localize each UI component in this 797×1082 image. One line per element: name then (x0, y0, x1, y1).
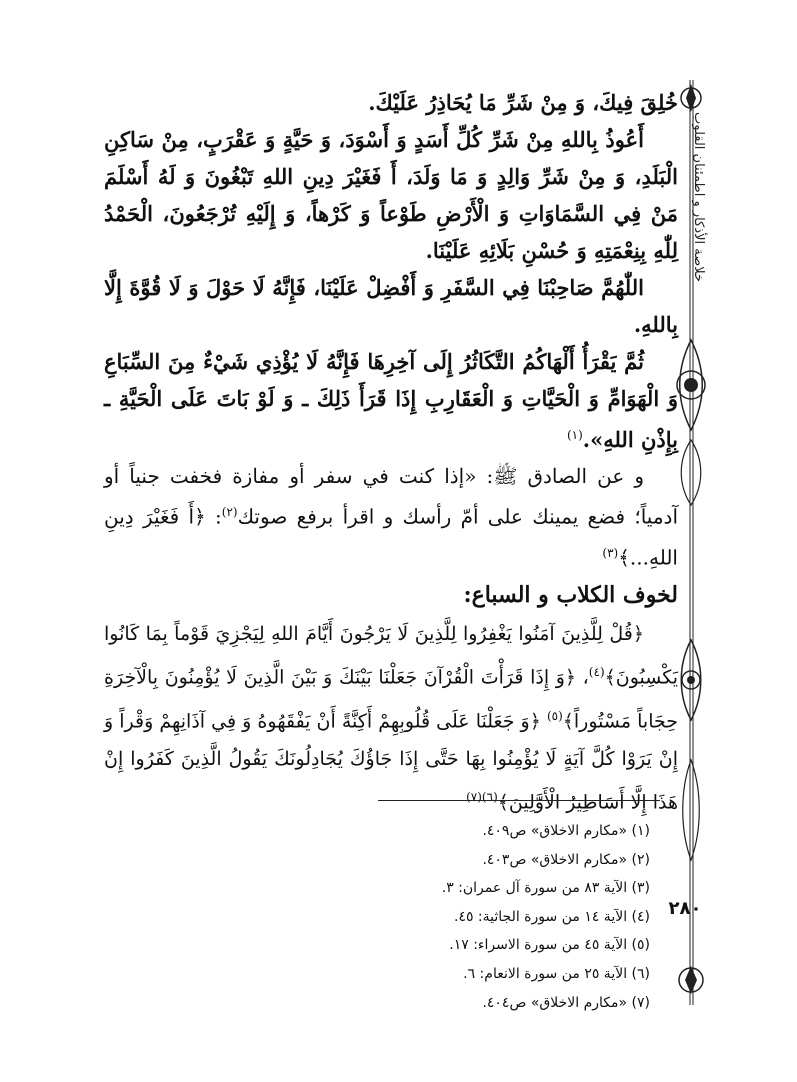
verse-3: ﴿وَ جَعَلْنَا عَلَى قُلُوبِهِمْ أَكِنَّةً أَنْ يَفْقَهُوهُ وَ فِي آذَانِهِمْ وَقْراً وَ إِنْ يَرَوْا كُلَّ آيَةٍ لَا يُؤْمِنُوا بِهَا حَتَّى إِذَا جَاؤُكَ يُجَادِلُونَكَ يَقُولُ الَّذِينَ كَفَرُوا إِنْ هَذَا إِلَّا أَسَاطِيرُ الْأَوَّلِينَ﴾ (104, 709, 678, 814)
footnotes (420, 817, 650, 1017)
ornament-middle-icon (677, 340, 705, 505)
footnote-4: (٤) الآية ١٤ من سورة الجاثية: ٤٥. (453, 908, 650, 925)
paragraph-5-text: و عن الصادق ﷺ: «إذا كنت في سفر أو مفازة فخفت جنياً أو آدمياً؛ فضع يمينك على أمّ رأسك و اقرأ برفع صوتك (104, 464, 679, 529)
footnote-ref-2: (٢) (221, 505, 238, 519)
footnote-ref-1: (١) (566, 428, 583, 442)
footnote-ref-6: (٦) (481, 789, 498, 804)
ornament-bottom-icon (679, 966, 703, 994)
ornament-lower-icon (681, 640, 701, 860)
main-text (104, 84, 678, 821)
footnote-divider (378, 800, 660, 801)
verse-1: ﴿قُلْ لِلَّذِينَ آمَنُوا يَغْفِرُوا لِلَّذِينَ لَا يَرْجُونَ أَيَّامَ اللهِ لِيَجْزِيَ قَوْماً بِمَا كَانُوا يَكْسِبُونَ﴾ (104, 623, 678, 689)
section-heading: لخوف الكلاب و السباع: (463, 582, 678, 609)
footnote-3: (٣) الآية ٨٣ من سورة آل عمران: ٣. (441, 880, 650, 897)
paragraph-5-verse: : ﴿أَ فَغَيْرَ دِينِ اللهِ...﴾ (104, 504, 678, 570)
footnote-7: (٧) «مكارم الاخلاق» ص٤٠٤. (482, 994, 650, 1011)
footnote-ref-5: (٥) (546, 708, 563, 723)
footnote-1: (١) «مكارم الاخلاق» ص٤٠٩. (482, 823, 650, 839)
paragraph-5 (104, 458, 678, 575)
running-title: خلاصة الأذكار و اطمئنان القلوب (691, 112, 706, 283)
paragraph-4 (104, 343, 678, 458)
footnote-ref-7: (٧) (466, 789, 482, 804)
paragraph-1: خُلِقَ فِيكَ، وَ مِنْ شَرِّ مَا يُحَاذِرُ عَلَيْكَ. (368, 90, 678, 115)
footnote-5: (٥) الآية ٤٥ من سورة الاسراء: ١٧. (449, 937, 650, 954)
verse-2: ، ﴿وَ إِذَا قَرَأْتَ الْقُرْآنَ جَعَلْنَا بَيْنَكَ وَ بَيْنَ الَّذِينَ لَا يُؤْمِنُونَ بِالْآخِرَةِ حِجَاباً مَسْتُوراً﴾ (104, 666, 678, 732)
footnote-2: (٢) «مكارم الاخلاق» ص٤٠٣. (482, 851, 650, 868)
paragraph-3: اللّٰهُمَّ صَاحِبْنَا فِي السَّفَرِ وَ أَفْضِلْ عَلَيْنَا، فَإِنَّهُ لَا حَوْلَ وَ لَا قُوَّةَ إِلَّا بِاللهِ. (104, 275, 678, 337)
page-number: ۲۸۰ (668, 898, 702, 919)
quran-verses (104, 615, 678, 821)
paragraph-4-text: ثُمَّ يَقْرَأُ أَلْهَاكُمُ التَّكَاثُرُ إِلَى آخِرِهَا فَإِنَّهُ لَا يُؤْذِي شَيْءٌ مِنَ السِّبَاعِ وَ الْهَوَامِّ وَ الْحَيَّاتِ وَ الْعَقَارِبِ إِذَا قَرَأَ ذَلِكَ ـ وَ لَوْ بَاتَ عَلَى الْحَيَّةِ ـ بِإِذْنِ اللهِ». (104, 349, 678, 452)
footnote-6: (٦) الآية ٢٥ من سورة الانعام: ٦. (463, 965, 650, 982)
footnote-ref-3: (٣) (602, 545, 619, 560)
paragraph-2: أَعُوذُ بِاللهِ مِنْ شَرِّ كُلِّ أَسَدٍ وَ أَسْوَدَ، وَ حَيَّةٍ وَ عَقْرَبٍ، مِنْ سَاكِنِ الْبَلَدِ، وَ مِنْ شَرِّ وَالِدٍ وَ مَا وَلَدَ، أَ فَغَيْرَ دِينِ اللهِ تَبْغُونَ وَ لَهُ أَسْلَمَ مَنْ فِي السَّمَاوَاتِ وَ الْأَرْضِ طَوْعاً وَ كَرْهاً، وَ إِلَيْهِ تُرْجَعُونَ، الْحَمْدُ لِلّٰهِ بِنِعْمَتِهِ وَ حُسْنِ بَلَائِهِ عَلَيْنَا. (104, 127, 678, 263)
footnote-ref-4: (٤) (588, 665, 605, 680)
